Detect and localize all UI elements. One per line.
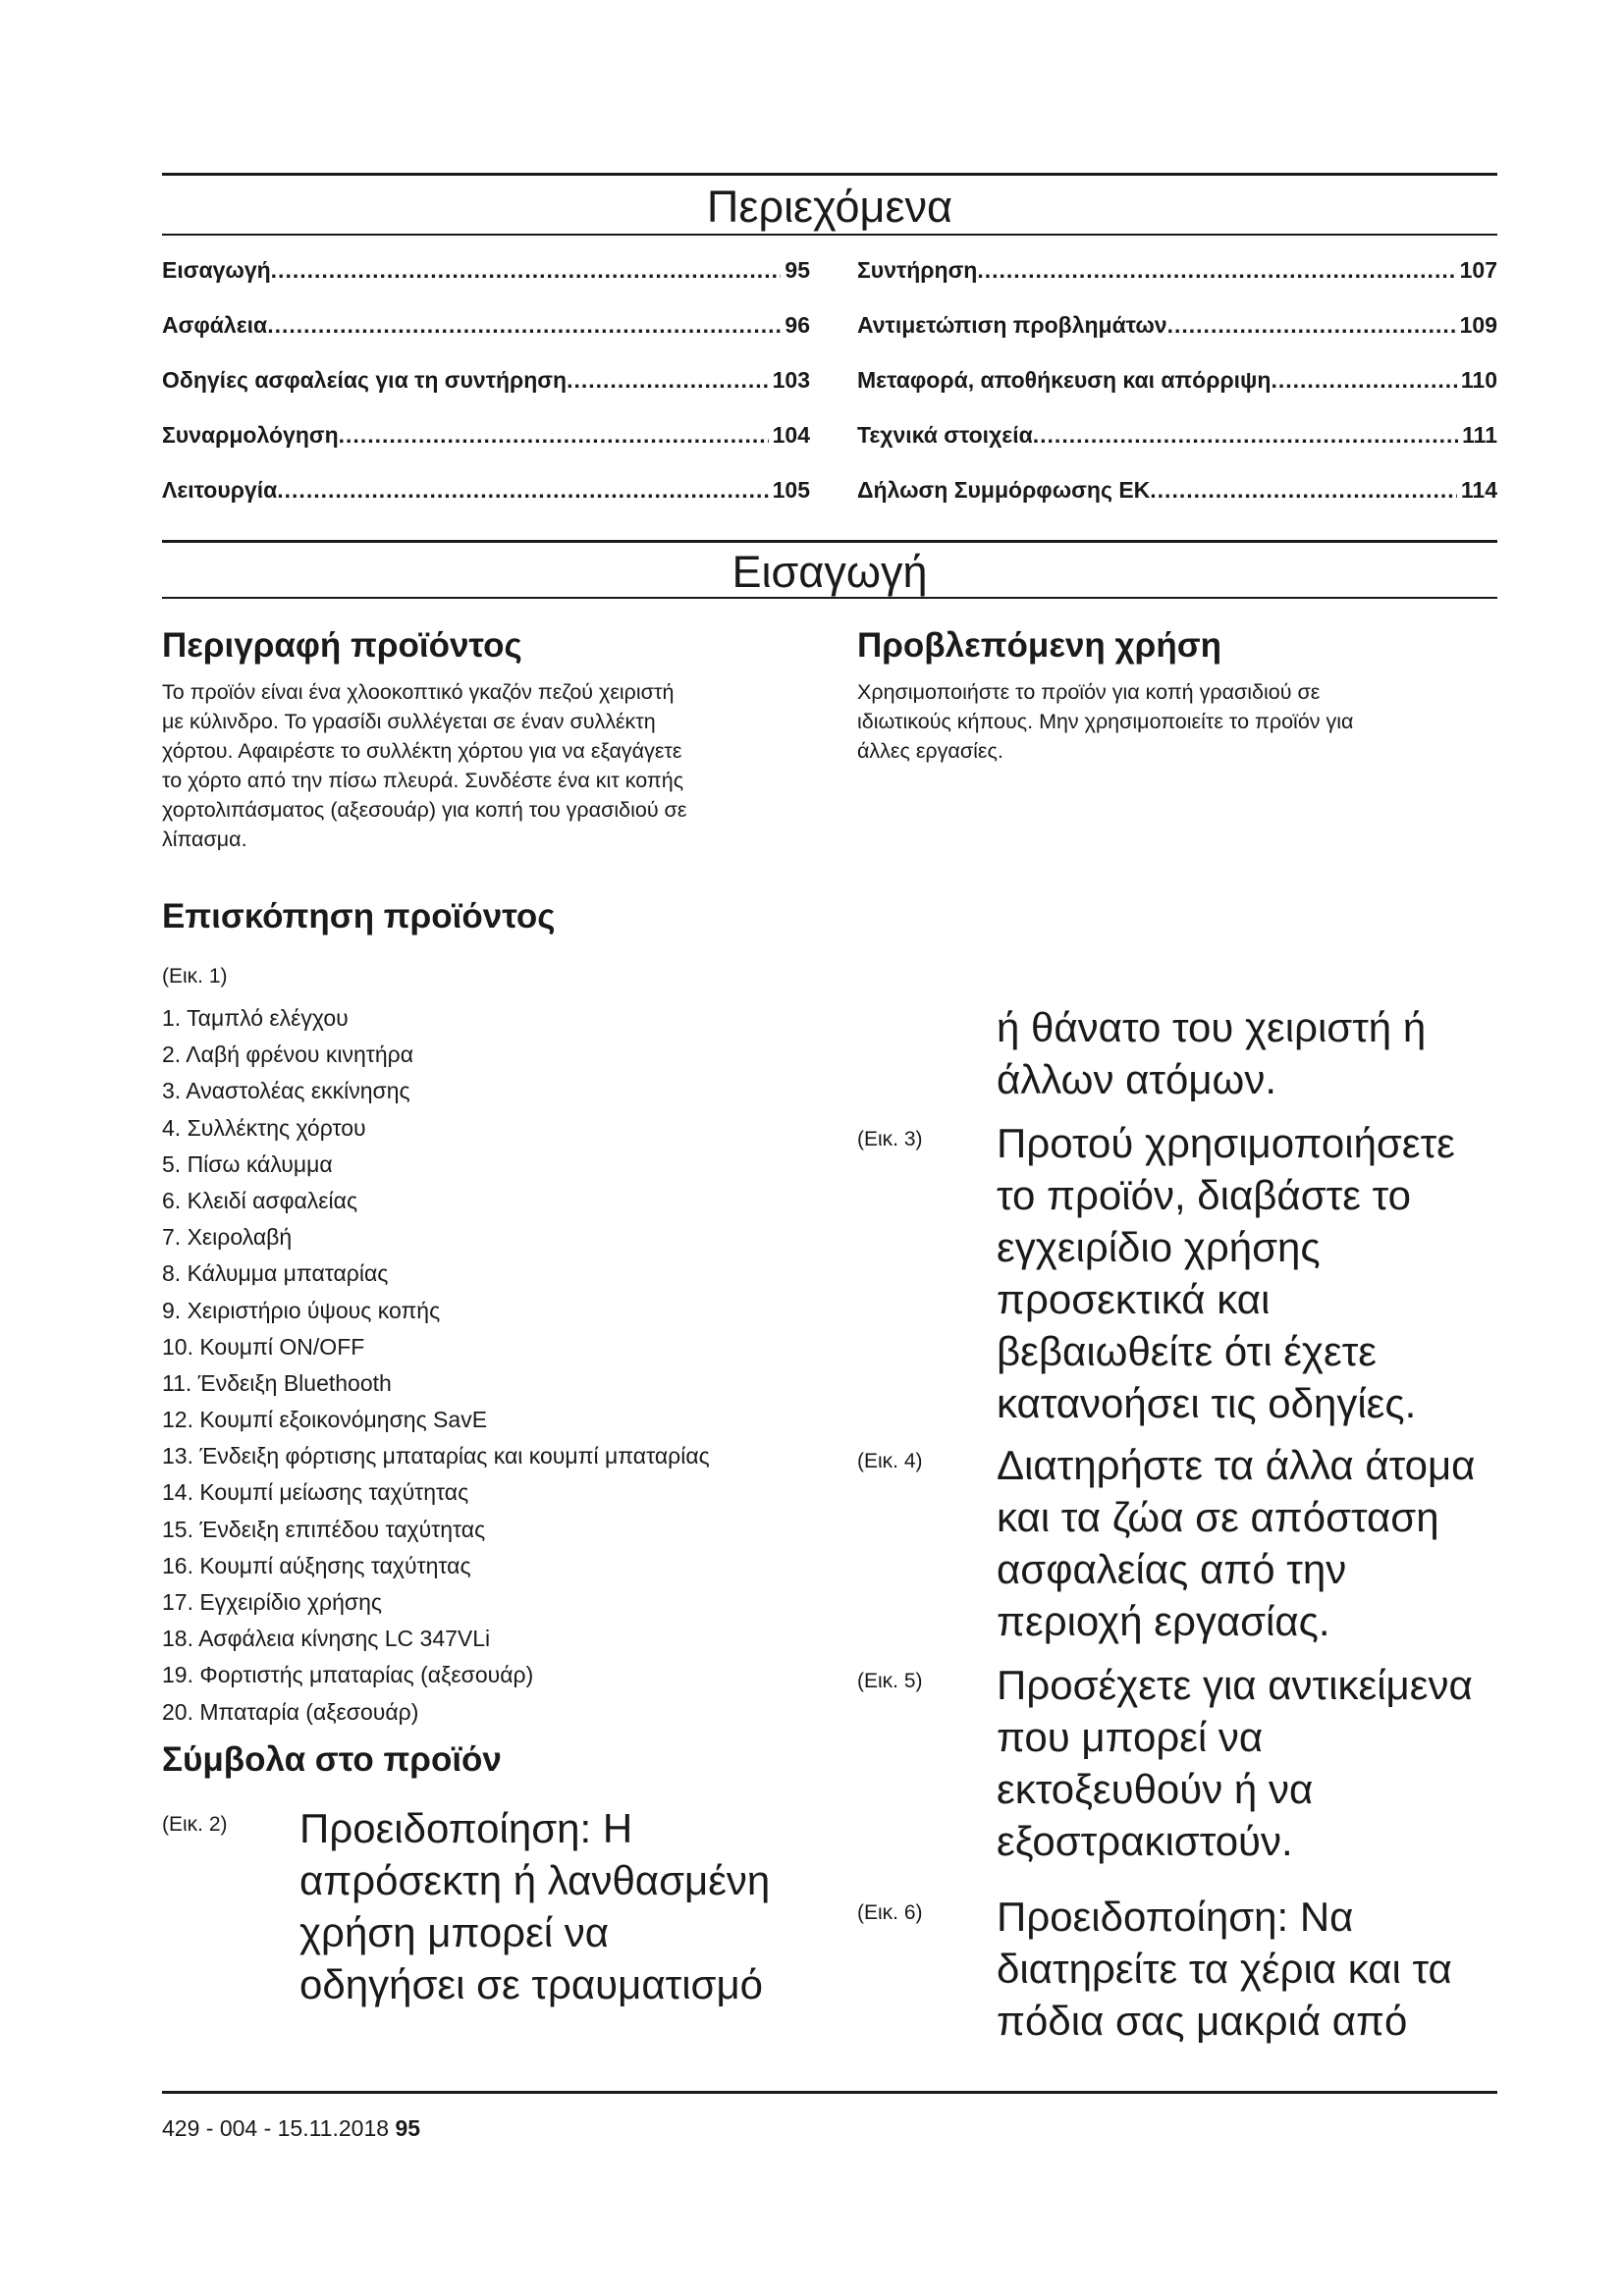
figure-ref-5: (Εικ. 5) bbox=[857, 1670, 923, 1692]
toc-entry[interactable] bbox=[162, 312, 810, 339]
list-item: 10. Κουμπί ON/OFF bbox=[162, 1333, 365, 1360]
overview-heading: Επισκόπηση προϊόντος bbox=[162, 897, 556, 935]
list-item: 12. Κουμπί εξοικονόμησης SavE bbox=[162, 1407, 488, 1433]
intended-use-heading: Προβλεπόμενη χρήση bbox=[857, 626, 1222, 665]
toc-entry[interactable] bbox=[162, 367, 810, 394]
description-heading: Περιγραφή προϊόντος bbox=[162, 626, 522, 665]
toc-entry-page: 103 bbox=[772, 367, 810, 393]
toc-entry-page: 111 bbox=[1462, 422, 1497, 448]
list-item: 19. Φορτιστής μπαταρίας (αξεσουάρ) bbox=[162, 1662, 534, 1688]
list-item: 8. Κάλυμμα μπαταρίας bbox=[162, 1260, 389, 1287]
list-item: 9. Χειριστήριο ύψους κοπής bbox=[162, 1297, 441, 1323]
list-item: 6. Κλειδί ασφαλείας bbox=[162, 1187, 358, 1213]
list-item: 2. Λαβή φρένου κινητήρα bbox=[162, 1041, 414, 1068]
toc-entry-page: 109 bbox=[1459, 312, 1497, 338]
list-item: 1. Ταμπλό ελέγχου bbox=[162, 1005, 349, 1031]
toc-entry-label: Λειτουργία bbox=[162, 477, 278, 503]
symbol-text-fig5: Προσέχετε για αντικείμενα που μπορεί να εκτοξευθούν ή να εξοστρακιστούν. bbox=[997, 1662, 1473, 1864]
list-item: 17. Εγχειρίδιο χρήσης bbox=[162, 1589, 382, 1615]
toc-title: Περιεχόμενα bbox=[706, 182, 953, 232]
toc-entry-page: 105 bbox=[772, 477, 810, 503]
toc-entry[interactable] bbox=[162, 257, 810, 284]
list-item: 4. Συλλέκτης χόρτου bbox=[162, 1114, 366, 1141]
toc-entry[interactable] bbox=[162, 477, 810, 504]
toc-entry[interactable] bbox=[857, 477, 1497, 504]
figure-ref-3: (Εικ. 3) bbox=[857, 1128, 923, 1150]
list-item: 18. Ασφάλεια κίνησης LC 347VLi bbox=[162, 1626, 491, 1652]
intro-top-rule bbox=[162, 540, 1497, 543]
toc-entry[interactable] bbox=[162, 422, 810, 449]
description-text: Το προϊόν είναι ένα χλοοκοπτικό γκαζόν πεζού χειριστή με κύλινδρο. Το γρασίδι συλλέγεται σε έναν συλλέκτη χόρτου. Αφαιρέστε το συλλέκτη χόρτου για να εξαγάγετε το χόρτο από την πίσω πλευρά. Συνδέστε ένα κιτ κοπής χορτολιπάσματος (αξεσουάρ) για κοπή του γρασιδιού σε λίπασμα. bbox=[162, 680, 687, 851]
toc-entry-page: 114 bbox=[1460, 477, 1497, 503]
symbol-text-fig4: Διατηρήστε τα άλλα άτομα και τα ζώα σε απόσταση ασφαλείας από την περιοχή εργασίας. bbox=[997, 1442, 1476, 1644]
toc-entry-label: Τεχνικά στοιχεία bbox=[857, 422, 1033, 448]
figure-ref-6: (Εικ. 6) bbox=[857, 1901, 923, 1924]
page-footer bbox=[162, 2115, 420, 2142]
list-item: 16. Κουμπί αύξησης ταχύτητας bbox=[162, 1552, 471, 1578]
toc-title-rule bbox=[162, 234, 1497, 236]
list-item: 20. Μπαταρία (αξεσουάρ) bbox=[162, 1698, 419, 1725]
toc-entry-page: 96 bbox=[785, 312, 810, 338]
symbol-text-fig2: Προειδοποίηση: Η απρόσεκτη ή λανθασμένη χρήση μπορεί να οδηγήσει σε τραυματισμό bbox=[299, 1805, 771, 2007]
document-code: 429 - 004 - 15.11.2018 bbox=[162, 2115, 390, 2141]
footer-rule bbox=[162, 2091, 1497, 2094]
figure-ref-1: (Εικ. 1) bbox=[162, 965, 228, 988]
symbol-text-fig6: Προειδοποίηση: Να διατηρείτε τα χέρια και τα πόδια σας μακριά από bbox=[997, 1894, 1452, 2044]
list-item: 3. Αναστολέας εκκίνησης bbox=[162, 1078, 410, 1104]
list-item: 15. Ένδειξη επιπέδου ταχύτητας bbox=[162, 1516, 486, 1542]
toc-entry-page: 95 bbox=[785, 257, 810, 283]
toc-entry-page: 107 bbox=[1459, 257, 1497, 283]
overview-list bbox=[162, 1000, 710, 1731]
intro-title-rule bbox=[162, 597, 1497, 599]
symbols-heading: Σύμβολα στο προϊόν bbox=[162, 1740, 502, 1779]
toc-entry-page: 110 bbox=[1460, 367, 1497, 393]
toc-top-rule bbox=[162, 173, 1497, 176]
figure-ref-4: (Εικ. 4) bbox=[857, 1450, 923, 1472]
list-item: 11. Ένδειξη Bluethooth bbox=[162, 1369, 392, 1396]
toc-entry-label: Συναρμολόγηση bbox=[162, 422, 339, 448]
toc-entry-label: Ασφάλεια bbox=[162, 312, 268, 338]
list-item: 5. Πίσω κάλυμμα bbox=[162, 1150, 333, 1177]
intro-title: Εισαγωγή bbox=[731, 547, 928, 597]
intended-use-text: Χρησιμοποιήστε το προϊόν για κοπή γρασιδιού σε ιδιωτικούς κήπους. Μην χρησιμοποιείτε το προϊόν για άλλες εργασίες. bbox=[857, 680, 1354, 763]
toc-entry-label: Εισαγωγή bbox=[162, 257, 271, 283]
toc-entry[interactable] bbox=[857, 312, 1497, 339]
toc-entry-label: Δήλωση Συμμόρφωσης ΕΚ bbox=[857, 477, 1151, 503]
symbol-text-continued: ή θάνατο του χειριστή ή άλλων ατόμων. bbox=[997, 1004, 1427, 1102]
toc-entry-label: Οδηγίες ασφαλείας για τη συντήρηση bbox=[162, 367, 568, 393]
page-number: 95 bbox=[395, 2115, 421, 2141]
list-item: 14. Κουμπί μείωσης ταχύτητας bbox=[162, 1479, 469, 1506]
toc-entry-label: Συντήρηση bbox=[857, 257, 978, 283]
toc-entry[interactable] bbox=[857, 422, 1497, 449]
list-item: 13. Ένδειξη φόρτισης μπαταρίας και κουμπί μπαταρίας bbox=[162, 1443, 710, 1469]
toc-entry[interactable] bbox=[857, 367, 1497, 394]
toc-entry[interactable] bbox=[857, 257, 1497, 284]
toc-entry-label: Μεταφορά, αποθήκευση και απόρριψη bbox=[857, 367, 1272, 393]
toc-entry-page: 104 bbox=[772, 422, 810, 448]
list-item: 7. Χειρολαβή bbox=[162, 1224, 293, 1251]
figure-ref-2: (Εικ. 2) bbox=[162, 1813, 228, 1836]
symbol-text-fig3: Προτού χρησιμοποιήσετε το προϊόν, διαβάστε το εγχειρίδιο χρήσης προσεκτικά και βεβαιωθείτε ότι έχετε κατανοήσει τις οδηγίες. bbox=[997, 1120, 1455, 1426]
toc-entry-label: Αντιμετώπιση προβλημάτων bbox=[857, 312, 1167, 338]
